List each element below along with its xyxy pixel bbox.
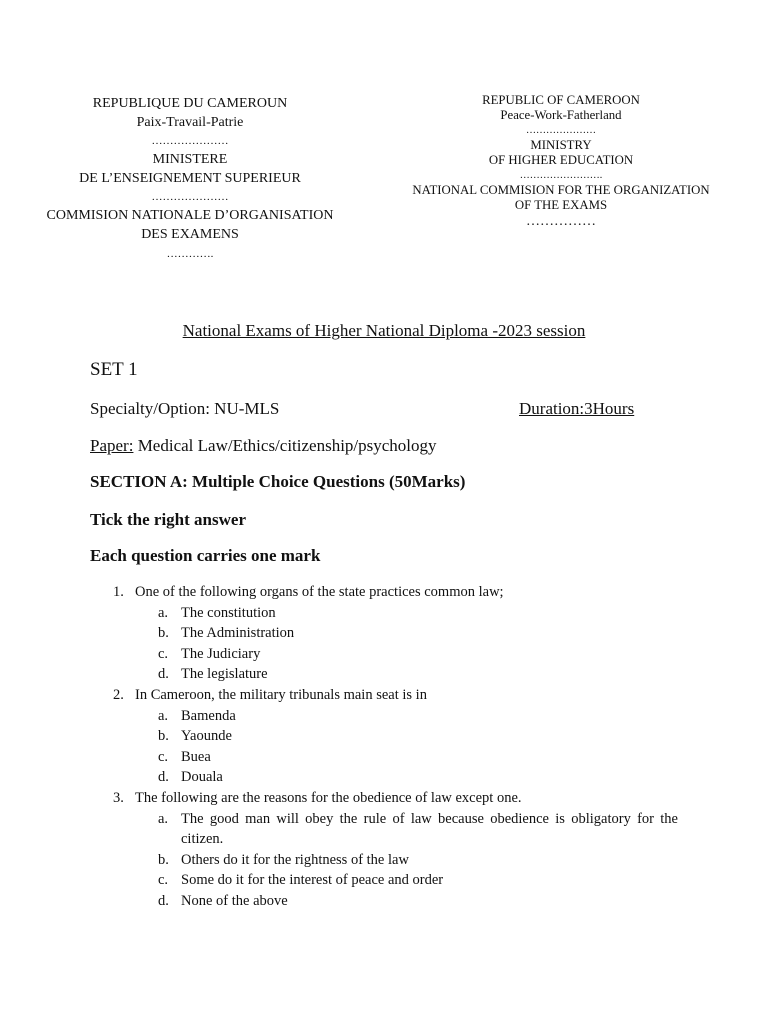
separator-dots: ………………… bbox=[151, 135, 229, 148]
paper-subject: Medical Law/Ethics/citizenship/psychology bbox=[133, 436, 437, 455]
answer-option bbox=[0, 850, 768, 871]
answer-option bbox=[0, 623, 768, 644]
header-right-english bbox=[410, 93, 712, 231]
question-text: The following are the reasons for the obedience of law except one. bbox=[135, 789, 522, 806]
option-text: The Judiciary bbox=[181, 645, 261, 662]
separator-dots: ……………………. bbox=[519, 170, 603, 181]
option-letter: d. bbox=[158, 769, 169, 786]
separator-dots: …………… bbox=[526, 214, 596, 229]
section-heading: SECTION A: Multiple Choice Questions (50Marks) bbox=[90, 472, 466, 491]
option-letter: b. bbox=[158, 851, 169, 868]
option-letter: d. bbox=[158, 892, 169, 909]
header-left-french bbox=[40, 95, 340, 263]
answer-option bbox=[0, 706, 768, 727]
answer-option bbox=[0, 870, 768, 891]
option-letter: d. bbox=[158, 666, 169, 683]
option-letter: c. bbox=[158, 748, 169, 765]
ministry-line-2-fr: DE L’ENSEIGNEMENT SUPERIEUR bbox=[79, 170, 301, 186]
questions-list bbox=[0, 582, 768, 912]
answer-option bbox=[0, 644, 768, 665]
paper-label: Paper: bbox=[90, 436, 134, 455]
question-number: 2. bbox=[113, 686, 124, 703]
question-text: In Cameroon, the military tribunals main seat is in bbox=[135, 686, 427, 703]
answer-option bbox=[0, 726, 768, 747]
answer-option bbox=[0, 891, 768, 912]
question-item bbox=[0, 685, 768, 706]
option-letter: b. bbox=[158, 625, 169, 642]
ministry-line-1-fr: MINISTERE bbox=[152, 152, 228, 168]
option-text: Douala bbox=[181, 769, 223, 786]
instruction-marks: Each question carries one mark bbox=[90, 546, 321, 565]
option-text: None of the above bbox=[181, 892, 288, 909]
motto-en: Peace-Work-Fatherland bbox=[500, 108, 622, 122]
commission-line-1-en: NATIONAL COMMISION FOR THE ORGANIZATION bbox=[412, 183, 710, 197]
specialty-option: Specialty/Option: NU-MLS bbox=[90, 399, 280, 418]
paper-line bbox=[90, 436, 437, 456]
answer-option bbox=[0, 603, 768, 624]
option-letter: a. bbox=[158, 604, 169, 621]
answer-option bbox=[0, 767, 768, 788]
option-letter: a. bbox=[158, 810, 169, 827]
instruction-tick: Tick the right answer bbox=[90, 510, 246, 529]
answer-option bbox=[0, 809, 768, 850]
question-number: 1. bbox=[113, 584, 124, 600]
option-text: The constitution bbox=[181, 604, 276, 621]
separator-dots: ………………… bbox=[151, 191, 229, 204]
separator-dots: ………………… bbox=[526, 125, 596, 136]
ministry-line-1-en: MINISTRY bbox=[530, 138, 592, 152]
option-text: Yaounde bbox=[181, 728, 232, 745]
duration: Duration:3Hours bbox=[519, 399, 635, 418]
option-text: Others do it for the rightness of the law bbox=[181, 851, 409, 868]
answer-option bbox=[0, 664, 768, 685]
option-text: The good man will obey the rule of law because obedience is obligatory for the citizen. bbox=[181, 810, 678, 848]
option-text: Buea bbox=[181, 748, 211, 765]
option-letter: c. bbox=[158, 645, 169, 662]
question-item bbox=[0, 788, 768, 809]
question-text: One of the following organs of the state practices common law; bbox=[135, 584, 504, 600]
question-item bbox=[0, 582, 768, 603]
separator-dots: …………. bbox=[166, 247, 214, 260]
option-letter: b. bbox=[158, 728, 169, 745]
option-text: Some do it for the interest of peace and order bbox=[181, 872, 444, 889]
commission-line-1-fr: COMMISION NATIONALE D’ORGANISATION bbox=[46, 208, 334, 224]
option-text: The Administration bbox=[181, 625, 295, 642]
ministry-line-2-en: OF HIGHER EDUCATION bbox=[488, 153, 634, 167]
question-number: 3. bbox=[113, 789, 124, 806]
option-letter: c. bbox=[158, 872, 169, 889]
country-name-fr: REPUBLIQUE DU CAMEROUN bbox=[92, 96, 288, 111]
exam-title: National Exams of Higher National Diploma -2023 session bbox=[182, 321, 586, 340]
option-text: The legislature bbox=[181, 666, 268, 683]
commission-line-2-fr: DES EXAMENS bbox=[141, 226, 239, 242]
commission-line-2-en: OF THE EXAMS bbox=[514, 198, 608, 212]
set-label: SET 1 bbox=[90, 359, 138, 380]
country-name-en: REPUBLIC OF CAMEROON bbox=[482, 93, 640, 107]
answer-option bbox=[0, 747, 768, 768]
option-letter: a. bbox=[158, 707, 169, 724]
motto-fr: Paix-Travail-Patrie bbox=[136, 114, 244, 130]
option-text: Bamenda bbox=[181, 707, 236, 724]
